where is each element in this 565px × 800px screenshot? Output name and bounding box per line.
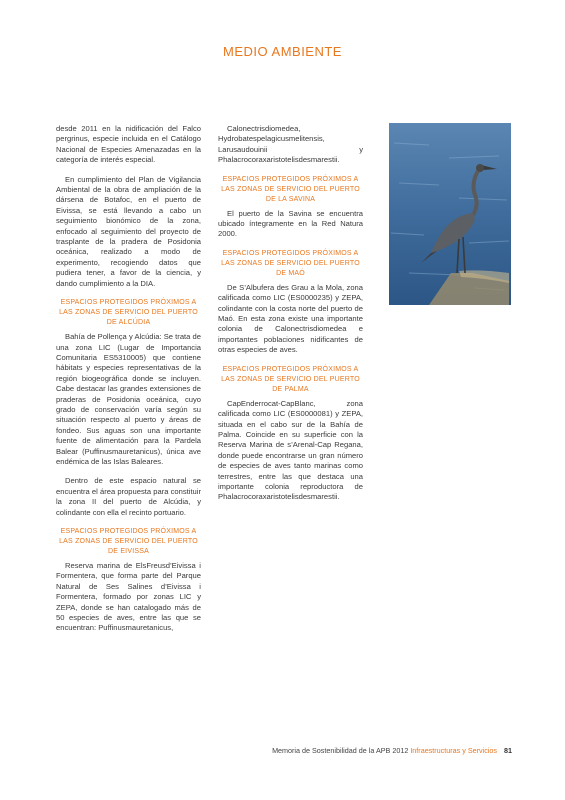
text-column-left [56, 124, 201, 634]
page-footer [0, 746, 512, 755]
subheading-palma: ESPACIOS PROTEGIDOS PRÓXIMOS A LAS ZONAS DE SERVICIO DEL PUERTO DE PALMA [221, 365, 360, 393]
paragraph: De S’Albufera des Grau a la Mola, zona calificada como LIC (ES0000235) y ZEPA, colindante con la costa norte del puerto de Maó. En esta zona existe una importante colonia de Calonectrisdiomedea e importantes poblaciones nidificantes de otras especies de aves. [218, 282, 363, 355]
page-number: 81 [504, 746, 512, 755]
paragraph: En cumplimiento del Plan de Vigilancia Ambiental de la obra de ampliación de la dársena de Botafoc, en el puerto de Eivissa, se está llevando a cabo un seguimiento bionómico de la zona, enfocado al seguimiento del proyecto de trasplante de la pradera de Posidonia oceánica, realizado a modo de experimento, recogiendo datos que pudiera tener, a favor de la ciencia, y dando cumplimiento a la DIA. [56, 174, 201, 288]
footer-publication: Memoria de Sostenibilidad de la APB 2012 [272, 746, 409, 755]
section-title: MEDIO AMBIENTE [223, 44, 342, 59]
paragraph: desde 2011 en la nidificación del Falco pergrinus, especie incluida en el Catálogo Nacional de Especies Amenazadas en la categoría de interés especial. [56, 124, 201, 165]
subheading-alcudia: ESPACIOS PROTEGIDOS PRÓXIMOS A LAS ZONAS DE SERVICIO DEL PUERTO DE ALCÚDIA [59, 299, 198, 327]
heron-photo [389, 123, 511, 305]
footer-chapter: Infraestructuras y Servicios [410, 746, 497, 755]
paragraph: Calonectrisdiomedea, Hydrobatespelagicusmelitensis, Larusaudouinii y Phalacrocoraxaristotelisdesmarestii. [218, 124, 363, 165]
heron-illustration [389, 123, 511, 305]
text-column-middle [218, 124, 363, 503]
paragraph: Dentro de este espacio natural se encuentra el área propuesta para constituir la zona II del puerto de Alcúdia, y colindante con ella el recinto portuario. [56, 476, 201, 517]
paragraph: Bahía de Pollença y Alcúdia: Se trata de una zona LIC (Lugar de Importancia Comunitaria ES5310005) que contiene hábitats y especies representativas de la región biogeográfica donde se incluyen. Cabe destacar las grandes extensiones de praderas de Posidonia oceánica, cuyo grado de conservación varía según su situación respecto al puerto y áreas de fondeo. Sus aguas son una importante fuente de alimentación para la Pardela Balear (Puffinusmauretanicus), única ave endémica de las Islas Baleares. [56, 332, 201, 466]
subheading-la-savina: ESPACIOS PROTEGIDOS PRÓXIMOS A LAS ZONAS DE SERVICIO DEL PUERTO DE LA SAVINA [221, 175, 360, 203]
paragraph: CapEnderrocat-CapBlanc, zona calificada como LIC (ES0000081) y ZEPA, situada en el cabo sur de la Bahía de Palma. Coincide en su superficie con la Reserva Marina de s’Arenal-Cap Regana, donde puede encontrarse un gran número de especies de aves tanto marinas como terrestres, entre las que destaca una importante colonia reproductora de Phalacrocoraxaristotelisdesmarestii. [218, 398, 363, 502]
paragraph: El puerto de la Savina se encuentra ubicado íntegramente en la Red Natura 2000. [218, 208, 363, 239]
paragraph: Reserva marina de ElsFreusd’Eivissa i Formentera, que forma parte del Parque Natural de Ses Salines d’Eivissa i Formentera, formado por zonas LIC y ZEPA, donde se han catalogado más de 50 especies de aves, entre las que se encuentran: Puffinusmauretanicus, [56, 561, 201, 633]
subheading-mao: ESPACIOS PROTEGIDOS PRÓXIMOS A LAS ZONAS DE SERVICIO DEL PUERTO DE MAÓ [221, 249, 360, 277]
subheading-eivissa: ESPACIOS PROTEGIDOS PRÓXIMOS A LAS ZONAS DE SERVICIO DEL PUERTO DE EIVISSA [59, 528, 198, 555]
